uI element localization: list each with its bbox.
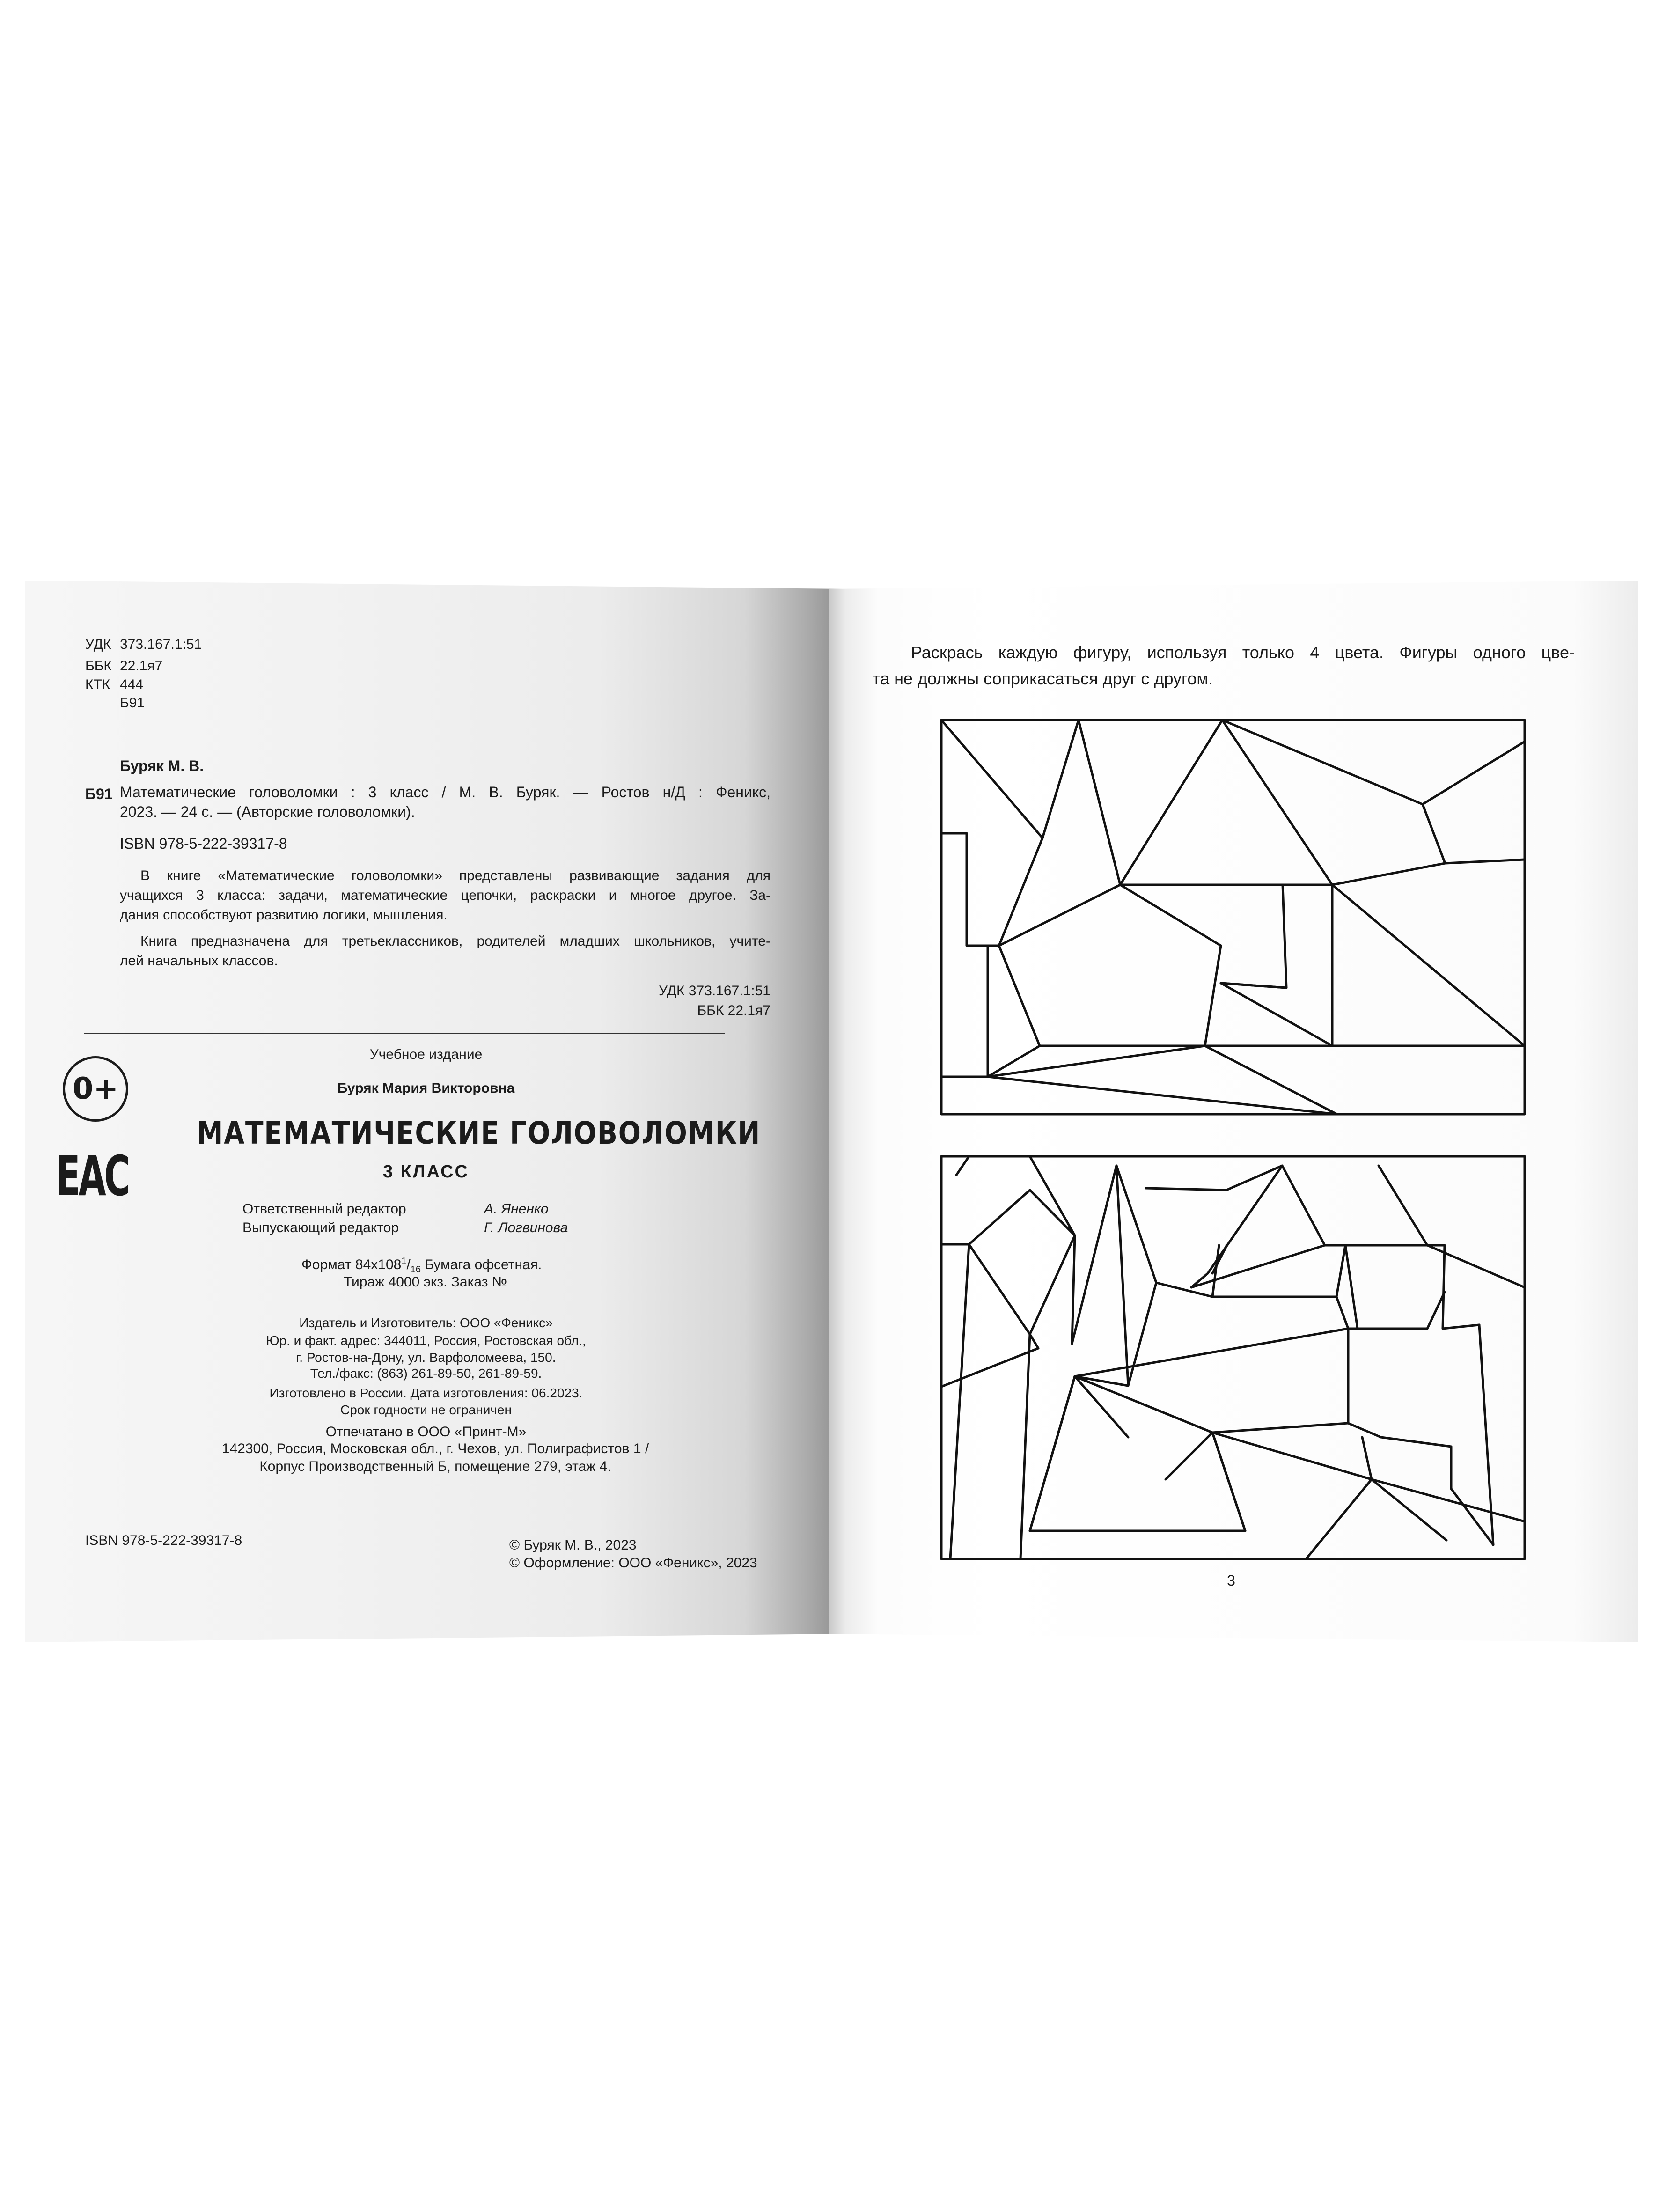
coloring-puzzle-1 [936,716,1531,1119]
citation-line-2: 2023. — 24 с. — (Авторские головоломки). [120,803,415,820]
bbk-label: ББК [85,658,112,674]
publisher-line-2: Юр. и факт. адрес: 344011, Россия, Ростовская обл., [266,1333,586,1348]
print-run: Тираж 4000 экз. Заказ № [344,1274,507,1290]
abstract-line-3: дания способствуют развитию логики, мышления. [120,907,448,923]
made-line-2: Срок годности не ограничен [340,1403,512,1417]
editor-name-2: Г. Логвинова [484,1220,568,1235]
book-title: МАТЕМАТИЧЕСКИЕ ГОЛОВОЛОМКИ [197,1115,761,1151]
udk-bottom: УДК 373.167.1:51 [658,983,771,999]
publisher-line-3: г. Ростов-на-Дону, ул. Варфоломеева, 150. [296,1350,556,1365]
isbn-line: ISBN 978-5-222-39317-8 [120,835,287,852]
made-line-1: Изготовлено в России. Дата изготовления: 06.2023. [269,1386,583,1400]
edition-type: Учебное издание [369,1047,483,1062]
page-number: 3 [1227,1572,1235,1589]
abstract-line-2: учащихся 3 класса: задачи, математические цепочки, раскраски и многое другое. За- [120,888,771,903]
citation-line-1: Математические головоломки : 3 класс / М. В. Буряк. — Ростов н/Д : Феникс, [120,784,771,801]
coloring-puzzle-2 [936,1153,1531,1565]
eac-mark-icon: ЕАС [56,1144,129,1208]
bbk-bottom: ББК 22.1я7 [697,1003,771,1018]
grade-label: 3 КЛАСС [383,1162,469,1182]
abstract-line-1: В книге «Математические головоломки» представлены развивающие задания для [140,868,771,883]
left-page [25,581,843,1642]
printed-line-3: Корпус Производственный Б, помещение 279, этаж 4. [259,1459,611,1474]
author-full-name: Буряк Мария Викторовна [337,1080,515,1096]
abstract-line-5: лей начальных классов. [120,953,278,969]
author-mark: Б91 [120,695,145,711]
udk-value: 373.167.1:51 [120,637,202,652]
age-rating-badge: 0+ [63,1056,128,1122]
divider [84,1033,725,1034]
printed-line-2: 142300, Россия, Московская обл., г. Чехов, ул. Полиграфистов 1 / [221,1441,649,1456]
editor-role-1: Ответственный редактор [242,1201,406,1217]
editor-role-2: Выпускающий редактор [242,1220,399,1235]
publisher-line-1: Издатель и Изготовитель: ООО «Феникс» [299,1315,553,1330]
format-line: Формат $84x108^1/_{16}$ Бумага офсетная. [301,1256,542,1275]
publisher-line-4: Тел./факс: (863) 261-89-50, 261-89-59. [310,1366,542,1381]
abstract-line-4: Книга предназначена для третьеклассников, родителей младших школьников, учите- [140,933,771,949]
printed-line-1: Отпечатано в ООО «Принт-М» [325,1424,527,1440]
author-mark-side: Б91 [85,786,113,802]
copyright-design: © Оформление: ООО «Феникс», 2023 [509,1555,757,1571]
bbk-value: 22.1я7 [120,658,163,674]
instruction-line-2: та не должны соприкасаться друг с другом. [873,669,1213,688]
copyright-author: © Буряк М. В., 2023 [509,1537,637,1553]
instruction-line-1: Раскрась каждую фигуру, используя только 4 цвета. Фигуры одного цве- [911,643,1575,662]
editor-name-1: А. Яненко [484,1201,549,1217]
udk-label: УДК [85,637,111,652]
isbn-bottom: ISBN 978-5-222-39317-8 [85,1533,242,1548]
ktk-label: КТК [85,677,110,692]
author-heading: Буряк М. В. [120,757,204,774]
ktk-value: 444 [120,677,144,692]
